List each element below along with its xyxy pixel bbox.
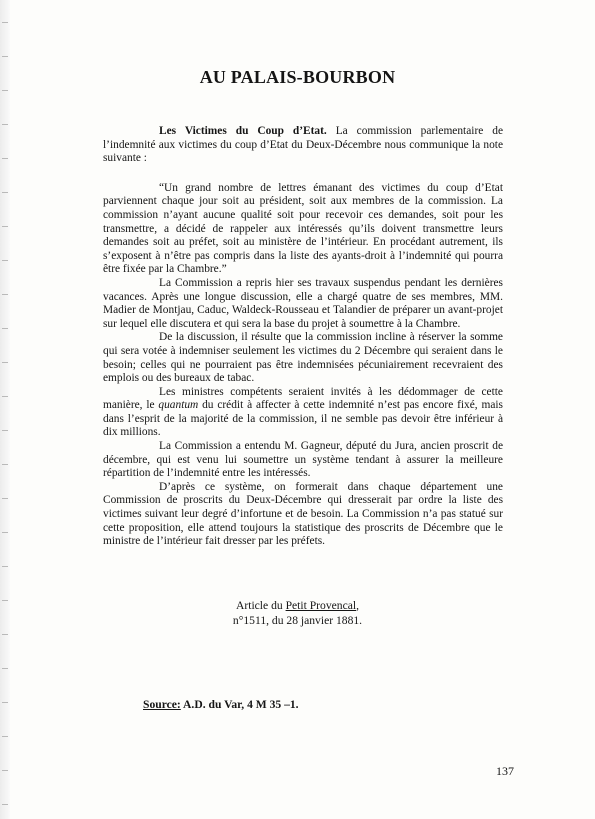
binding-tick (2, 260, 8, 261)
citation-line-1 (0, 598, 595, 613)
paragraph-3-end: du crédit à affecter à cette indemnité n’est pas encore fixé, mais dans l’esprit de la majorité de la commission, il ne semble pas devoir être inférieur à dix millions. (103, 399, 503, 439)
binding-tick (2, 158, 8, 159)
paragraph-1: La Commission a repris hier ses travaux suspendus pendant les dernières vacances. Après une longue discussion, elle a chargé quatre de ses membres, MM. Madier de Montjau, Caduc, Waldeck-Rousseau et Talandier de préparer un avant-projet sur lequel elle discutera et qui sera la base du projet à soumettre à la Chambre. (103, 276, 503, 330)
binding-tick (2, 634, 8, 635)
binding-tick (2, 294, 8, 295)
paragraph-4: La Commission a entendu M. Gagneur, député du Jura, ancien proscrit de décembre, qui est venu lui soumettre un système tendant à assurer la meilleure répartition de l’indemnité entre les intéressés. (103, 440, 503, 480)
page-number: 137 (496, 764, 514, 778)
binding-tick (2, 498, 8, 499)
intro-lead-title: Les Victimes du Coup d’Etat. (159, 125, 327, 137)
binding-tick (2, 464, 8, 465)
binding-tick (2, 736, 8, 737)
page-binding-edge (0, 0, 10, 819)
page-title: AU PALAIS-BOURBON (199, 67, 396, 87)
paragraph-3-start: Les ministres compétents seraient invités à les dédommager de cette manière, le (103, 385, 503, 412)
binding-tick (2, 532, 8, 533)
citation-comma: , (356, 599, 359, 612)
binding-tick (2, 702, 8, 703)
article-citation (0, 598, 595, 628)
source-value: A.D. du Var, 4 M 35 –1. (180, 698, 299, 711)
source-label: Source: (143, 698, 181, 711)
binding-tick (2, 226, 8, 227)
binding-tick (2, 430, 8, 431)
citation-line-2: n°1511, du 28 janvier 1881. (232, 614, 363, 627)
intro-paragraph (103, 125, 503, 166)
quoted-note: “Un grand nombre de lettres émanant des victimes du coup d’Etat parviennent chaque jour soit au président, soit aux membres de la commission. La commission n’ayant aucune qualité soit pour recevoir ces demandes, soit pour les transmettre, a décidé de rappeler aux intéressés qu’ils doivent transmettre leurs demandes soit au préfet, soit au ministère de l’intérieur. En procédant autrement, ils s’exposent à n’être pas compris dans la liste des ayants-droit à l’indemnité qui pourra être fixée par la Chambre.” (103, 181, 503, 276)
citation-newspaper: Petit Provencal (285, 599, 357, 612)
paragraph-2: De la discussion, il résulte que la commission incline à réserver la somme qui sera votée à indemniser seulement les victimes du 2 Décembre qui seraient dans le besoin; celles qui ne pourraient pas être indemnisées pécuniairement recevraient des emplois ou des bureaux de tabac. (103, 331, 503, 385)
binding-tick (2, 124, 8, 125)
binding-tick (2, 362, 8, 363)
paragraph-3 (103, 386, 503, 440)
binding-tick (2, 56, 8, 57)
binding-tick (2, 804, 8, 805)
binding-tick (2, 566, 8, 567)
citation-prefix: Article du (235, 599, 286, 612)
paragraph-3-italic-term: quantum (158, 399, 199, 412)
binding-tick (2, 328, 8, 329)
intro-text: La commission parlementaire de l’indemnité aux victimes du coup d’Etat du Deux-Décembre nous communique la note suivante : (103, 125, 503, 165)
binding-tick (2, 668, 8, 669)
binding-tick (2, 90, 8, 91)
binding-tick (2, 192, 8, 193)
article-body (103, 125, 503, 549)
paragraph-5: D’après ce système, on formerait dans chaque département une Commission de proscrits du Deux-Décembre qui dresserait par ordre la liste des victimes suivant leur degré d’infortune et de besoin. La Commission n’a pas statué sur cette proposition, elle attend toujours la statistique des proscrits de Décembre que le ministre de l’intérieur fait dresser par les préfets. (103, 480, 503, 548)
binding-tick (2, 770, 8, 771)
binding-tick (2, 396, 8, 397)
source-reference (143, 698, 299, 711)
binding-tick (2, 22, 8, 23)
